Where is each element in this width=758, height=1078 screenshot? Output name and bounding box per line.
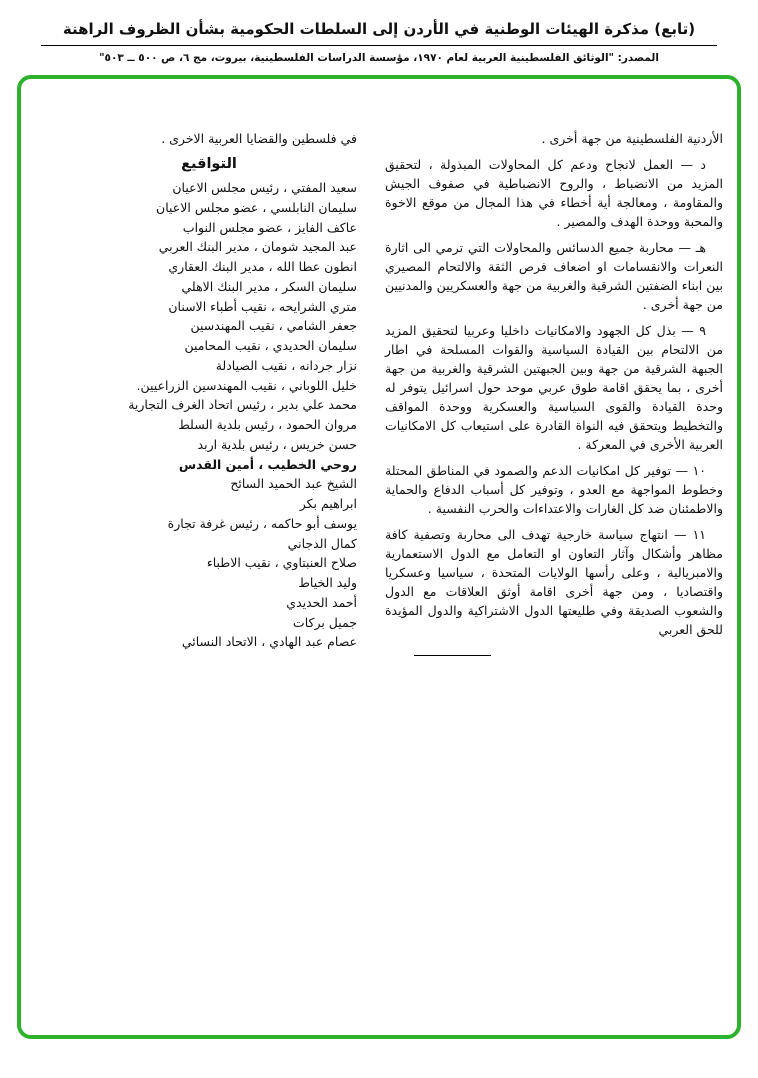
signature-item: عاكف الفايز ، عضو مجلس النواب bbox=[182, 219, 357, 235]
paragraph-item-d: د — العمل لانجاح ودعم كل المحاولات المبذولة ، لتحقيق المزيد من الانضباط ، والروح الانضباطية في صفوف الجيش والمقاومة ، ومعالجة أية أخطاء في هذا المجال من موقع الاخوة والمحبة ووحدة الهدف والمصير . bbox=[385, 157, 723, 229]
paragraph-item-10: ١٠ — توفير كل امكانيات الدعم والصمود في المناطق المحتلة وخطوط المواجهة مع العدو ، وتوفير كل أسباب الدفاع والحماية والاطمئنان ضد كل الغارات والاعتداءات والحرب النفسية . bbox=[385, 463, 723, 516]
paragraph-continuation: الأردنية الفلسطينية من جهة أخرى . bbox=[541, 131, 723, 146]
signature-item: ابراهيم بكر bbox=[299, 496, 357, 511]
signature-item: صلاح العنبتاوي ، نقيب الاطباء bbox=[206, 555, 357, 571]
signature-item: سليمان النابلسي ، عضو مجلس الاعيان bbox=[156, 199, 357, 215]
document-header bbox=[0, 0, 758, 64]
document-title: (تابع) مذكرة الهيئات الوطنية في الأردن إلى السلطات الحكومية بشأن الظروف الراهنة bbox=[62, 20, 696, 38]
signatures-column bbox=[61, 129, 357, 656]
header-divider bbox=[41, 45, 717, 46]
signature-item: مروان الحمود ، رئيس بلدية السلط bbox=[178, 417, 357, 432]
signature-item: سعيد المفتي ، رئيس مجلس الاعيان bbox=[172, 180, 357, 195]
signature-item: سليمان الحديدي ، نقيب المحامين bbox=[184, 338, 357, 353]
signature-item: وليد الخياط bbox=[298, 575, 357, 590]
signature-item: حسن خريس ، رئيس بلدية اربد bbox=[197, 436, 357, 452]
signature-item: جعفر الشامي ، نقيب المهندسين bbox=[190, 318, 357, 334]
source-line: المصدر: "الوثائق الفلسطينية العربية لعام ١٩٧٠، مؤسسة الدراسات الفلسطينية، بيروت، مج ٦، ص ٥٠٠ ــ ٥٠٣" bbox=[99, 52, 659, 64]
signature-item: روحي الخطيب ، أمين القدس bbox=[178, 456, 357, 472]
paragraph-item-11: ١١ — انتهاج سياسة خارجية تهدف الى محاربة وتصفية كافة مظاهر وأشكال وآثار التعاون او التعامل مع الدول الاستعمارية والامبريالية ، وعلى رأسها الولايات المتحدة ، سياسيا وعسكريا واقتصاديا ، ومن جهة أخرى اقامة أوثق العلاقات مع الدول والشعوب الصديقة وفي طليعتها الدول الاشتراكية والدول المؤيدة للحق العربي bbox=[385, 527, 723, 637]
highlight-border bbox=[17, 75, 741, 1039]
signature-item: نزار جردانه ، نقيب الصيادلة bbox=[215, 357, 357, 373]
document-body bbox=[53, 129, 723, 656]
main-text-column bbox=[385, 129, 723, 656]
signature-item: انطون عطا الله ، مدير البنك العقاري bbox=[168, 259, 357, 274]
signature-item: كمال الدجاني bbox=[287, 535, 357, 551]
signature-item: الشيخ عبد الحميد السائح bbox=[230, 476, 357, 492]
paragraph-item-9: ٩ — بذل كل الجهود والامكانيات داخليا وعربيا لتحقيق المزيد من الالتحام بين القيادة السياسية والقوات المسلحة في اطار الجبهة الشرقية من جهة وبين الجبهتين الشرقية والغربية من جهة أخرى ، بما يحقق اقامة طوق عربي موحد حول اسرائيل يتوفر له وحدة القيادة والقوى السياسية والعسكرية ووحدة المواقف والتخطيط ويتحقق فيه النواة القادرة على استيعاب كل الامكانيات العربية الأخرى في المعركة . bbox=[385, 323, 723, 452]
paragraph-item-h: هـ — محاربة جميع الدسائس والمحاولات التي ترمي الى اثارة النعرات والانقسامات او اضعاف فرص الثقة والالتحام المصيري بين ابناء الضفتين الشرقية والغربية من جهة والعسكريين والمدنيين من جهة أخرى . bbox=[385, 240, 723, 312]
signature-item: عصام عبد الهادي ، الاتحاد النسائي bbox=[181, 634, 357, 650]
signature-item: يوسف أبو حاكمه ، رئيس غرفة تجارة bbox=[167, 515, 357, 531]
signature-item: سليمان السكر ، مدير البنك الاهلي bbox=[181, 278, 357, 294]
end-divider bbox=[414, 655, 491, 656]
signature-item: محمد علي بدير ، رئيس اتحاد الغرف التجارية bbox=[128, 397, 357, 413]
signature-item: جميل بركات bbox=[292, 614, 357, 630]
signature-item: خليل اللوباني ، نقيب المهندسين الزراعيين. bbox=[136, 377, 357, 393]
signature-item: أحمد الحديدي bbox=[286, 594, 357, 610]
signature-item: عبد المجيد شومان ، مدير البنك العربي bbox=[158, 239, 357, 255]
signature-item: متري الشرايحه ، نقيب أطباء الاسنان bbox=[168, 298, 357, 314]
signatures-intro: في فلسطين والقضايا العربية الاخرى . bbox=[161, 131, 357, 146]
signatures-title: التواقيع bbox=[181, 156, 237, 172]
